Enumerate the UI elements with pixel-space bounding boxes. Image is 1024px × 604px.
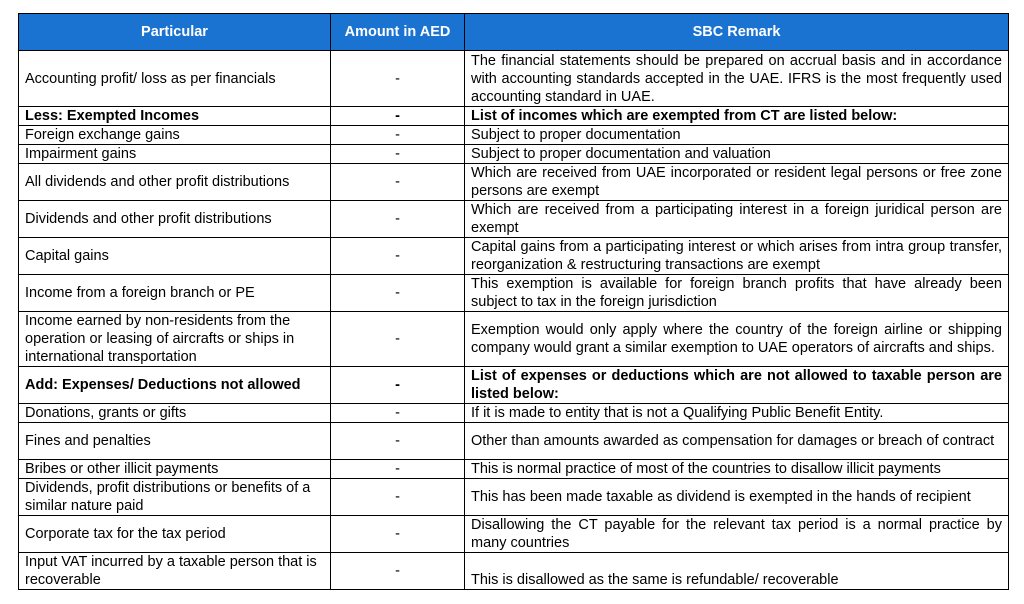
cell-particular: Bribes or other illicit payments — [19, 460, 331, 479]
cell-particular: Income from a foreign branch or PE — [19, 275, 331, 312]
cell-remark: Which are received from UAE incorporated or resident legal persons or free zone persons are exempt — [465, 164, 1009, 201]
cell-remark: Subject to proper documentation — [465, 126, 1009, 145]
cell-amount: - — [331, 460, 465, 479]
cell-remark: This exemption is available for foreign branch profits that have already been subject to tax in the foreign jurisdiction — [465, 275, 1009, 312]
ct-computation-table-wrapper — [18, 13, 1009, 590]
cell-particular: Capital gains — [19, 238, 331, 275]
header-remark: SBC Remark — [465, 14, 1009, 51]
table-row — [19, 145, 1009, 164]
cell-amount: - — [331, 275, 465, 312]
table-row — [19, 201, 1009, 238]
cell-amount: - — [331, 423, 465, 460]
cell-particular: Corporate tax for the tax period — [19, 516, 331, 553]
table-row — [19, 423, 1009, 460]
ct-computation-table — [18, 13, 1009, 590]
cell-particular: Accounting profit/ loss as per financials — [19, 51, 331, 107]
table-row — [19, 367, 1009, 404]
cell-amount: - — [331, 312, 465, 367]
cell-remark: Exemption would only apply where the country of the foreign airline or shipping company would grant a similar exemption to UAE operators of aircrafts and ships. — [465, 312, 1009, 367]
cell-amount: - — [331, 367, 465, 404]
cell-amount: - — [331, 107, 465, 126]
cell-remark: This is normal practice of most of the countries to disallow illicit payments — [465, 460, 1009, 479]
cell-particular: Add: Expenses/ Deductions not allowed — [19, 367, 331, 404]
cell-amount: - — [331, 51, 465, 107]
table-row — [19, 460, 1009, 479]
cell-particular: Foreign exchange gains — [19, 126, 331, 145]
cell-remark: Other than amounts awarded as compensation for damages or breach of contract — [465, 423, 1009, 460]
cell-particular: Impairment gains — [19, 145, 331, 164]
cell-particular: Donations, grants or gifts — [19, 404, 331, 423]
cell-particular: All dividends and other profit distributions — [19, 164, 331, 201]
cell-remark: This is disallowed as the same is refundable/ recoverable — [465, 553, 1009, 590]
table-row — [19, 553, 1009, 590]
cell-amount: - — [331, 164, 465, 201]
cell-remark: Disallowing the CT payable for the relevant tax period is a normal practice by many countries — [465, 516, 1009, 553]
cell-remark: This has been made taxable as dividend is exempted in the hands of recipient — [465, 479, 1009, 516]
table-row — [19, 51, 1009, 107]
table-row — [19, 404, 1009, 423]
cell-particular: Input VAT incurred by a taxable person that is recoverable — [19, 553, 331, 590]
cell-remark: Capital gains from a participating interest or which arises from intra group transfer, reorganization & restructuring transactions are exempt — [465, 238, 1009, 275]
table-row — [19, 275, 1009, 312]
cell-particular: Income earned by non-residents from the operation or leasing of aircrafts or ships in international transportation — [19, 312, 331, 367]
cell-amount: - — [331, 479, 465, 516]
table-row — [19, 107, 1009, 126]
header-row — [19, 14, 1009, 51]
cell-amount: - — [331, 145, 465, 164]
cell-particular: Dividends, profit distributions or benefits of a similar nature paid — [19, 479, 331, 516]
cell-particular: Dividends and other profit distributions — [19, 201, 331, 238]
cell-particular: Less: Exempted Incomes — [19, 107, 331, 126]
table-row — [19, 126, 1009, 145]
cell-remark: If it is made to entity that is not a Qualifying Public Benefit Entity. — [465, 404, 1009, 423]
cell-remark: List of incomes which are exempted from CT are listed below: — [465, 107, 1009, 126]
table-row — [19, 164, 1009, 201]
cell-remark: List of expenses or deductions which are not allowed to taxable person are listed below: — [465, 367, 1009, 404]
cell-particular: Fines and penalties — [19, 423, 331, 460]
cell-amount: - — [331, 553, 465, 590]
cell-remark: The financial statements should be prepared on accrual basis and in accordance with accounting standards accepted in the UAE. IFRS is the most frequently used accounting standard in UAE. — [465, 51, 1009, 107]
header-particular: Particular — [19, 14, 331, 51]
table-row — [19, 312, 1009, 367]
cell-remark: Subject to proper documentation and valuation — [465, 145, 1009, 164]
cell-amount: - — [331, 126, 465, 145]
table-row — [19, 516, 1009, 553]
cell-amount: - — [331, 201, 465, 238]
table-row — [19, 479, 1009, 516]
cell-remark: Which are received from a participating interest in a foreign juridical person are exempt — [465, 201, 1009, 238]
cell-amount: - — [331, 516, 465, 553]
header-amount: Amount in AED — [331, 14, 465, 51]
table-row — [19, 238, 1009, 275]
cell-amount: - — [331, 404, 465, 423]
cell-amount: - — [331, 238, 465, 275]
